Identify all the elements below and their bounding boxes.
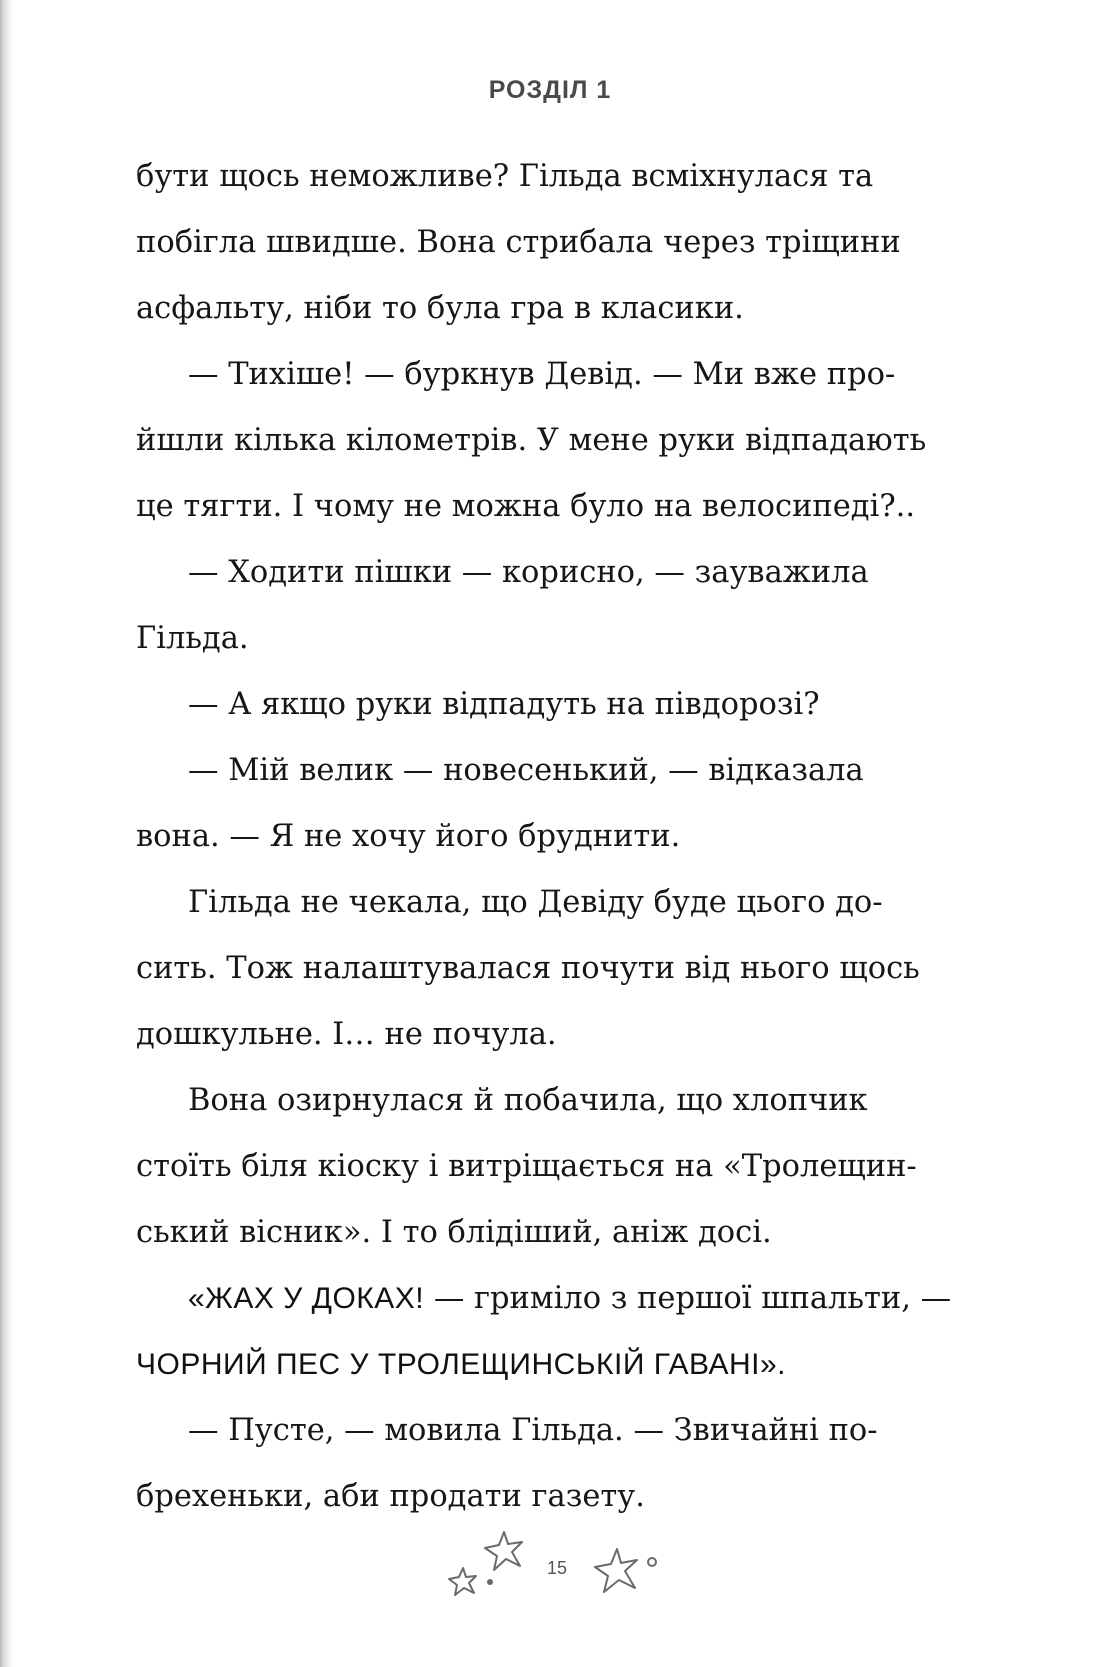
- text-line: бути щось неможливе? Гільда всміхнулася та: [136, 159, 874, 194]
- page-footer: [0, 1530, 1100, 1600]
- text-line: — Пусте, — мовила Гільда. — Звичайні по-: [188, 1413, 878, 1448]
- newspaper-headline: «ЖАХ У ДОКАХ!: [188, 1282, 425, 1315]
- page-spine-shadow: [0, 0, 14, 1667]
- text-line: сить. Тож налаштувалася почути від нього щось: [136, 951, 920, 986]
- text-line: Вона озирнулася й побачила, що хлопчик: [188, 1083, 868, 1118]
- text-line: асфальту, ніби то була гра в класики.: [136, 291, 744, 326]
- dot-icon: [486, 1578, 494, 1586]
- body-text: [136, 144, 986, 1530]
- text-line: — Тихіше! — буркнув Девід. — Ми вже про-: [188, 357, 896, 392]
- dot-icon: [646, 1556, 658, 1568]
- text-line: брехеньки, аби продати газету.: [136, 1479, 645, 1514]
- star-outline-icon: [592, 1546, 642, 1596]
- page-number: 15: [546, 1558, 568, 1578]
- text-line: це тягти. І чому не можна було на велосипеді?..: [136, 489, 916, 524]
- chapter-header: РОЗДІЛ 1: [488, 76, 612, 104]
- newspaper-headline-continued: ЧОРНИЙ ПЕС У ТРОЛЕЩИНСЬКІЙ ГАВАНІ».: [136, 1348, 787, 1381]
- text-line: дошкульне. І… не почула.: [136, 1017, 557, 1052]
- text-line: — А якщо руки відпадуть на півдорозі?: [188, 687, 820, 722]
- text-line: ський вісник». І то блідіший, аніж досі.: [136, 1215, 772, 1250]
- headline-line: [136, 1266, 986, 1332]
- text-line: йшли кілька кілометрів. У мене руки відпадають: [136, 423, 927, 458]
- text-line: побігла швидше. Вона стрибала через тріщини: [136, 225, 901, 260]
- small-star-icon: [446, 1566, 480, 1598]
- text-line: Гільда не чекала, що Девіду буде цього до-: [188, 885, 883, 920]
- text-line: стоїть біля кіоску і витріщається на «Тролещин-: [136, 1149, 917, 1184]
- text-line: вона. — Я не хочу його бруднити.: [136, 819, 681, 854]
- text-line: Гільда.: [136, 621, 249, 656]
- star-outline-icon: [482, 1530, 526, 1574]
- text-line: — Мій велик — новесенький, — відказала: [188, 753, 864, 788]
- headline-remark: — гриміло з першої шпальти, —: [424, 1281, 952, 1316]
- text-line: — Ходити пішки — корисно, — зауважила: [188, 555, 869, 590]
